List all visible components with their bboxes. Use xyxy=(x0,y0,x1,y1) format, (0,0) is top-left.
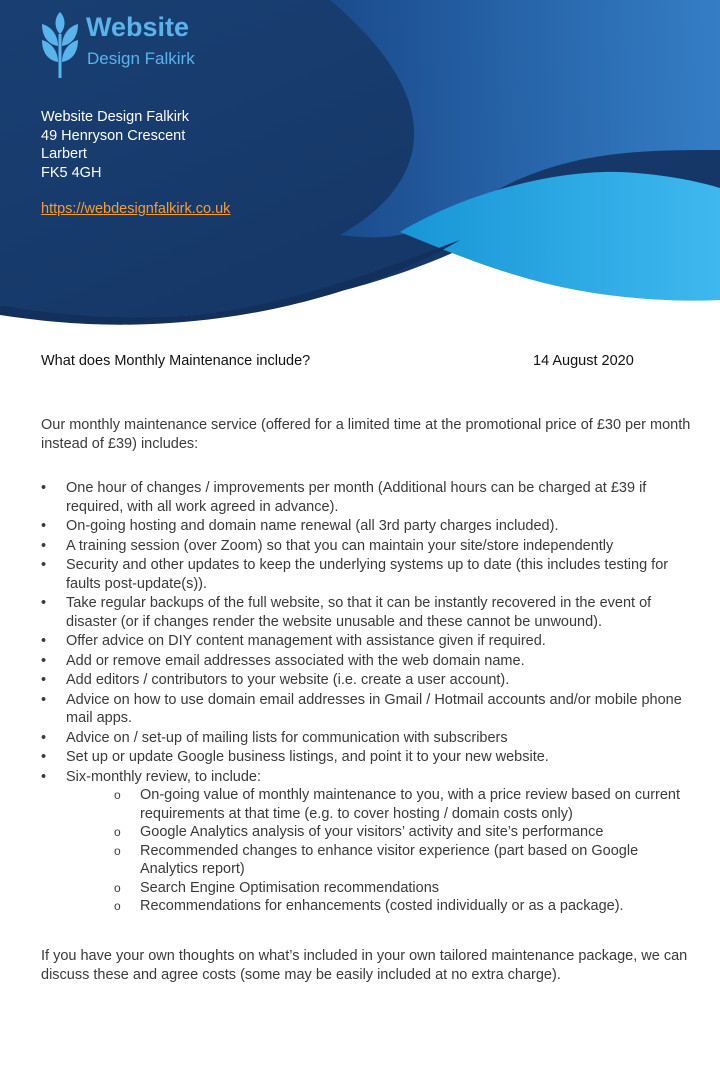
intro-paragraph: Our monthly maintenance service (offered for a limited time at the promotional price of £30 per month instead of £39) includes: xyxy=(41,417,691,452)
list-item: • Security and other updates to keep the underlying systems up to date (this includes testing for faults post-update(s)). xyxy=(41,556,691,593)
sublist-item: o Recommended changes to enhance visitor experience (part based on Google Analytics report) xyxy=(114,842,691,879)
list-item-label: Six-monthly review, to include: xyxy=(66,768,262,785)
list-item: • One hour of changes / improvements per month (Additional hours can be charged at £39 if required, with all work agreed in advance). xyxy=(41,479,691,516)
sublist-item: o On-going value of monthly maintenance to you, with a price review based on current requirements at that time (e.g. to cover hosting / domain costs only) xyxy=(114,786,691,823)
address-line: 49 Henryson Crescent xyxy=(41,127,186,144)
list-item: • Add or remove email addresses associated with the web domain name. xyxy=(41,652,691,671)
sublist-item: o Search Engine Optimisation recommendations xyxy=(114,879,691,898)
sublist-item: o Google Analytics analysis of your visitors’ activity and site’s performance xyxy=(114,823,691,842)
address-block xyxy=(41,108,189,182)
review-sublist xyxy=(66,786,691,916)
address-line: Larbert xyxy=(41,146,87,162)
closing-paragraph: If you have your own thoughts on what’s included in your own tailored maintenance package, we can discuss these and agree costs (some may be easily included at no extra charge). xyxy=(41,948,688,983)
list-item: • Take regular backups of the full website, so that it can be instantly recovered in the event of disaster (or if changes render the website unusable and these cannot be unwound). xyxy=(41,594,691,631)
list-item: • Advice on how to use domain email addresses in Gmail / Hotmail accounts and/or mobile phone mail apps. xyxy=(41,691,691,728)
list-item: • A training session (over Zoom) so that you can maintain your site/store independently xyxy=(41,537,691,556)
sublist-item: o Recommendations for enhancements (costed individually or as a package). xyxy=(114,897,691,916)
logo-wheat-icon xyxy=(40,10,80,80)
list-item: • Add editors / contributors to your website (i.e. create a user account). xyxy=(41,671,691,690)
subject-line: What does Monthly Maintenance include? xyxy=(41,353,311,369)
address-line: Website Design Falkirk xyxy=(41,109,190,125)
letter-date: 14 August 2020 xyxy=(533,353,634,369)
brand-subtitle: Design Falkirk xyxy=(87,49,195,68)
website-link[interactable]: https://webdesignfalkirk.co.uk xyxy=(41,201,231,217)
list-item: • Offer advice on DIY content management with assistance given if required. xyxy=(41,632,691,651)
list-item: • On-going hosting and domain name renewal (all 3rd party charges included). xyxy=(41,517,691,536)
list-item: • Advice on / set-up of mailing lists for communication with subscribers xyxy=(41,729,691,748)
brand-title: Website xyxy=(86,12,190,42)
list-item: • Set up or update Google business listings, and point it to your new website. xyxy=(41,748,691,767)
address-line: FK5 4GH xyxy=(41,164,102,181)
maintenance-list xyxy=(41,479,691,917)
list-item-review xyxy=(41,768,691,916)
